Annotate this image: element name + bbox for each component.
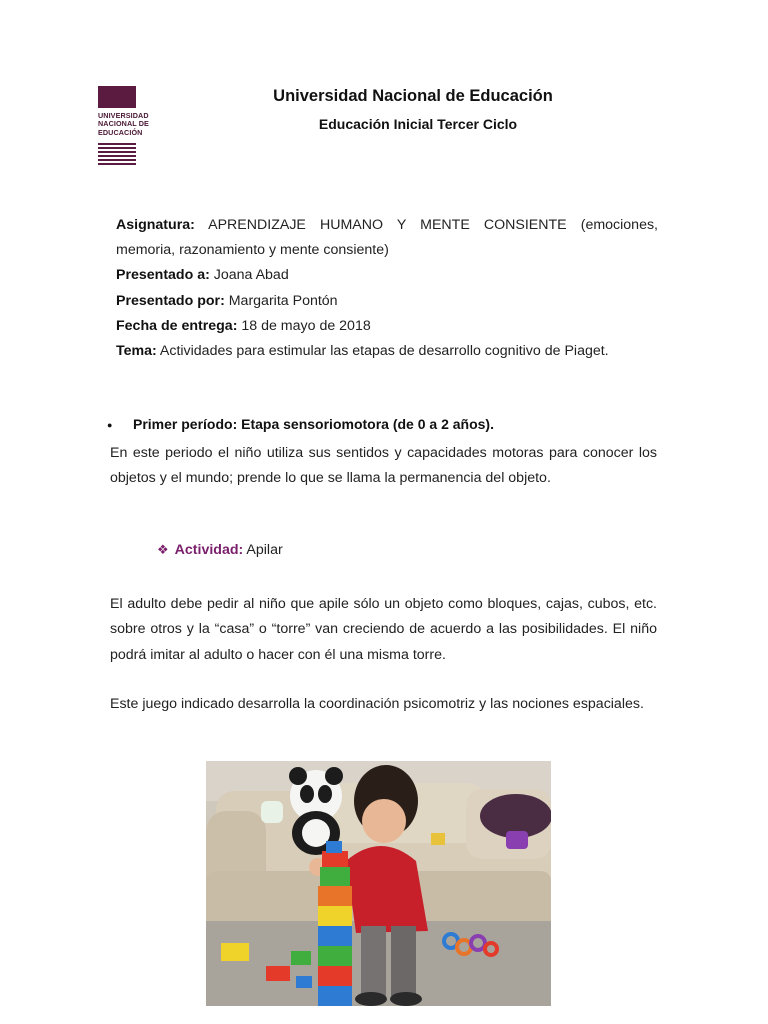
logo-line-1: UNIVERSIDAD <box>98 111 149 120</box>
document-subtitle: Educación Inicial Tercer Ciclo <box>318 116 518 132</box>
tema-value: Actividades para estimular las etapas de desarrollo cognitivo de Piaget. <box>156 343 609 360</box>
document-title: Universidad Nacional de Educación <box>273 87 553 105</box>
presentado-a-value: Joana Abad <box>209 267 289 284</box>
child-stacking-blocks-photo <box>206 761 551 1006</box>
tema-label: Tema: <box>116 343 157 360</box>
section-heading-text: Primer período: Etapa sensoriomotora (de 0 a 2 años). <box>133 416 494 432</box>
logo-stripes <box>98 143 136 165</box>
tema-row <box>116 339 658 364</box>
logo-line-2: NACIONAL DE <box>98 119 149 129</box>
assignment-info <box>116 213 658 364</box>
presentado-por-value: Margarita Pontón <box>224 292 338 309</box>
presentado-a-row <box>116 263 658 288</box>
fecha-value: 18 de mayo de 2018 <box>237 317 371 334</box>
logo-line-3: EDUCACIÓN <box>98 127 143 137</box>
activity-value: Apilar <box>243 542 283 558</box>
diamond-bullet-icon: ❖ <box>157 542 169 557</box>
bullet-icon: ● <box>107 420 113 431</box>
asignatura-value: APRENDIZAJE HUMANO Y MENTE CONSIENTE (emociones, memoria, razonamiento y mente consiente) <box>116 217 658 259</box>
paragraph-2: El adulto debe pedir al niño que apile sólo un objeto como bloques, cajas, cubos, etc. sobre otros y la “casa” o “torre” van creciendo de acuerdo a las posibilidades. El niño podrá imitar al adulto o hacer con él una misma torre. <box>110 596 657 663</box>
activity-line <box>157 542 283 558</box>
asignatura-row <box>116 213 658 263</box>
paragraph-1: En este periodo el niño utiliza sus sentidos y capacidades motoras para conocer los objetos y el mundo; prende lo que se llama la permanencia del objeto. <box>110 445 657 487</box>
presentado-por-label: Presentado por: <box>116 292 225 309</box>
fecha-label: Fecha de entrega: <box>116 317 238 334</box>
presentado-a-label: Presentado a: <box>116 267 210 284</box>
fecha-row <box>116 314 658 339</box>
section-heading <box>107 416 494 432</box>
asignatura-label: Asignatura: <box>116 217 195 233</box>
presentado-por-row <box>116 289 658 314</box>
paragraph-3: Este juego indicado desarrolla la coordinación psicomotriz y las nociones espaciales. <box>110 696 644 712</box>
activity-label: Actividad: <box>174 542 244 558</box>
